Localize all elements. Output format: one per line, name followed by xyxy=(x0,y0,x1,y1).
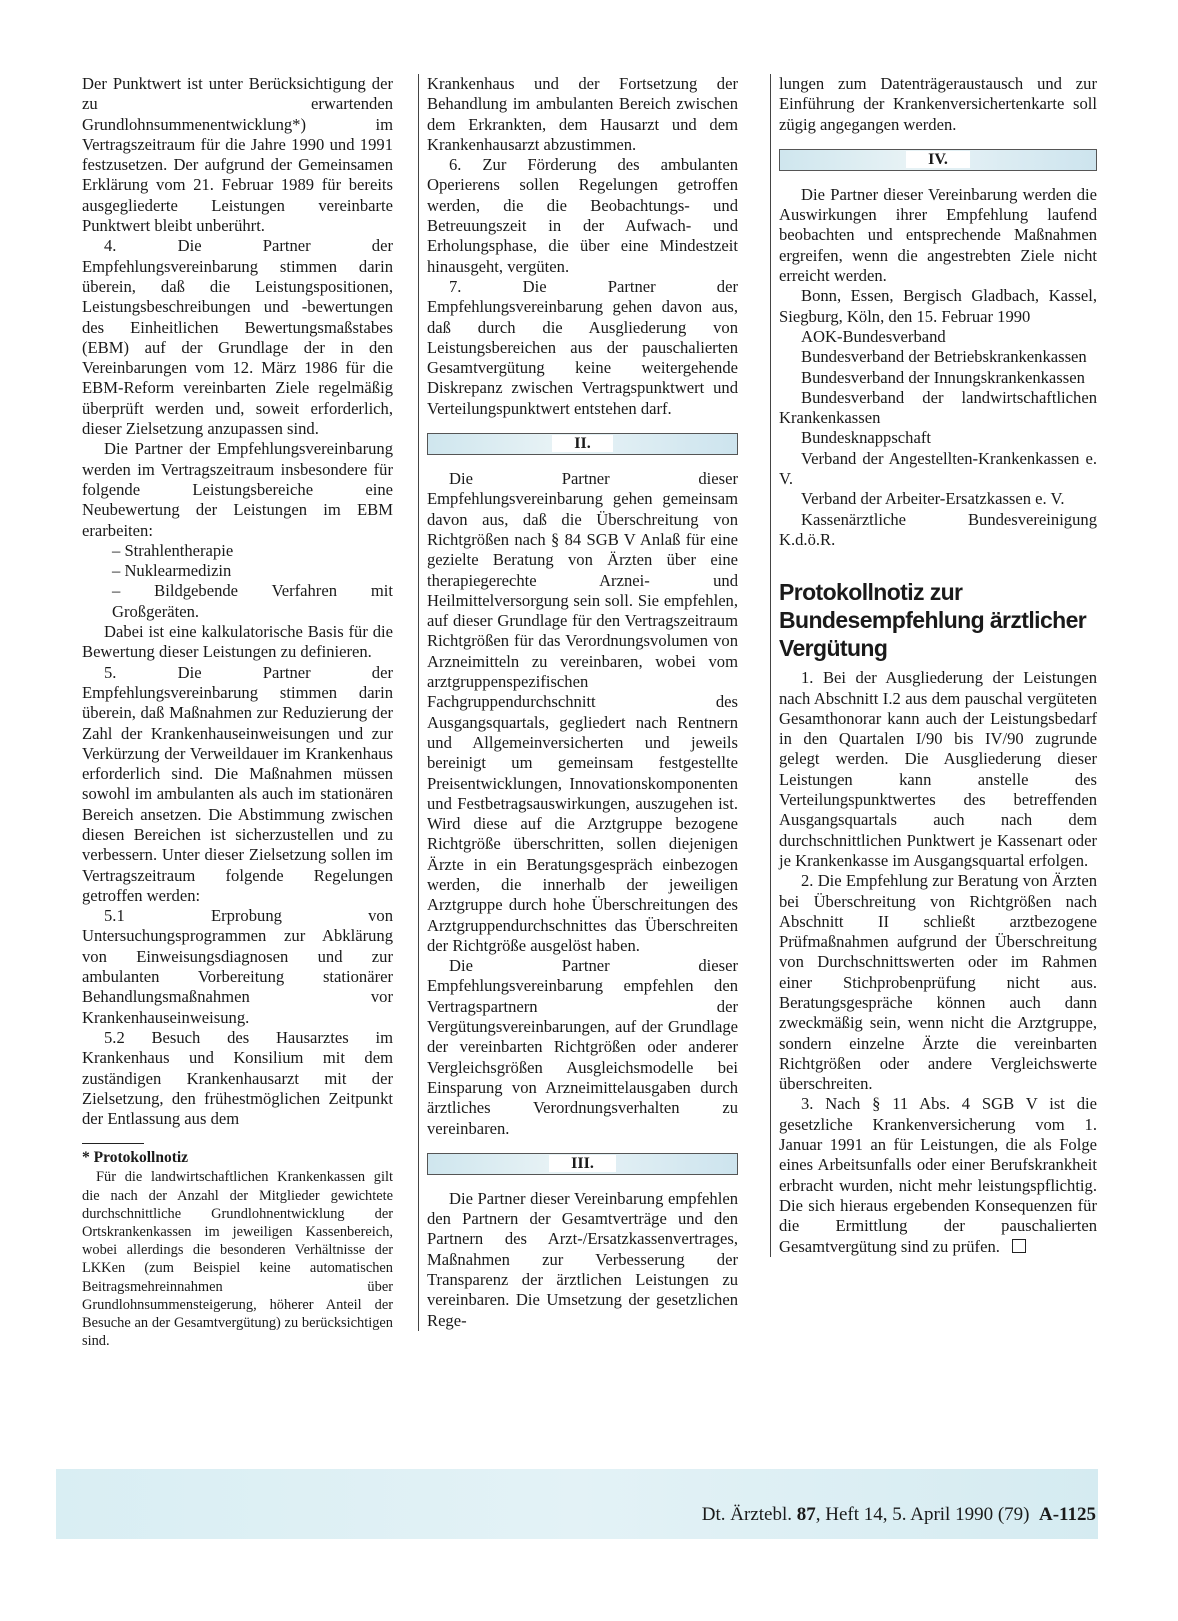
footnote-heading: * Protokollnotiz xyxy=(82,1149,189,1167)
list-item: – Nuklearmedizin xyxy=(112,561,232,581)
section-heading-iii xyxy=(427,1153,738,1175)
list-item: – Bildgebende Verfahren mit Großgeräten. xyxy=(112,581,393,621)
paragraph: 4. Die Partner der Empfehlungsvereinbarung stimmen darin überein, daß die Leistungspositionen, Leistungsbeschreibungen und -bewertungen des Einheitlichen Bewertungsmaßstabes (EBM) auf der Grundlage der in den Vereinbarungen vom 12. März 1986 für die EBM-Reform vereinbarten Ziele regelmäßig überprüft werden und, soweit erforderlich, dieser Zielsetzung anzupassen sind. xyxy=(82,236,393,439)
signatory: AOK-Bundesverband xyxy=(801,326,946,346)
section-heading-ii xyxy=(427,433,738,455)
signatory: Bundesverband der Innungskrankenkassen xyxy=(801,367,1085,387)
footnote-divider xyxy=(82,1143,144,1144)
section-number: III. xyxy=(549,1155,616,1172)
journal-name: Dt. Ärztebl. xyxy=(701,1504,793,1525)
paragraph: Die Partner dieser Empfehlungsvereinbarung gehen gemeinsam davon aus, daß die Überschreitung von Richtgrößen nach § 84 SGB V Anlaß für eine gezielte Beratung von Ärzten über eine therapiegerechte Arznei- und Heilmittelversorgung sein soll. Sie empfehlen, auf dieser Grundlage für den Vertragszeitraum Richtgrößen für das Verordnungsvolumen von Arzneimitteln zu vereinbaren, wobei vom arztgruppenspezifischen Fachgruppendurchschnitt des Ausgangsquartals, gegliedert nach Rentnern und Allgemeinversicherten und jeweils bereinigt um gemeinsam festgestellte Preisentwicklungen, Innovationskomponenten und Festbetragsauswirkungen, auszugehen ist. Wird diese auf die Arztgruppe bezogene Richtgröße überschritten, sollen diejenigen Ärzte in ein Beratungsgespräch einbezogen werden, die innerhalb der jeweiligen Arztgruppe durch hohe Überschreitungen des Arztgruppendurchschnittes das Überschreiten der Richtgröße ausgelöst haben. xyxy=(427,469,738,955)
section-number: II. xyxy=(552,435,612,452)
paragraph: Die Partner dieser Empfehlungsvereinbarung empfehlen den Vertragspartnern der Vergütungsvereinbarungen, auf der Grundlage der vereinbarten Richtgrößen oder anderer Vergleichsgrößen Ausgleichsmodelle bei Einsparung von Arzneimittelausgaben durch ärztliches Verordnungsverhalten zu vereinbaren. xyxy=(427,956,738,1138)
paragraph: Der Punktwert ist unter Berücksichtigung der zu erwartenden Grundlohnsummenentwicklung*) im Vertragszeitraum für die Jahre 1990 und 1991 festzusetzen. Der aufgrund der Gemeinsamen Erklärung vom 21. Februar 1989 für bereits ausgegliederte Leistungen vereinbarte Punktwert bleibt unberührt. xyxy=(82,74,393,236)
paragraph: Die Partner dieser Vereinbarung werden die Auswirkungen ihrer Empfehlung laufend beobachten und entsprechende Maßnahmen ergreifen, wenn die angestrebten Ziele nicht erreicht werden. xyxy=(779,184,1097,286)
signatory: Verband der Angestellten-Krankenkassen e. V. xyxy=(779,448,1097,489)
paragraph: Die Partner der Empfehlungsvereinbarung werden im Vertragszeitraum insbesondere für folgende Leistungsbereiche eine Neubewertung der Leistungen im EBM erarbeiten: xyxy=(82,439,393,540)
paragraph: Dabei ist eine kalkulatorische Basis für die Bewertung dieser Leistungen zu definieren. xyxy=(82,622,393,662)
paragraph: 5.1 Erprobung von Untersuchungsprogrammen zur Abklärung von Einweisungsdiagnosen und zur ambulanten Vorbereitung stationärer Behandlungsmaßnahmen vor Krankenhauseinweisung. xyxy=(82,906,393,1027)
paragraph xyxy=(779,1094,1097,1256)
issue-info: , Heft 14, 5. April 1990 (79) xyxy=(815,1504,1030,1525)
signatory: Verband der Arbeiter-Ersatzkassen e. V. xyxy=(801,489,1065,509)
paragraph: 2. Die Empfehlung zur Beratung von Ärzten bei Überschreitung von Richtgrößen nach Abschnitt II schließt arztbezogene Prüfmaßnahmen aufgrund der Überschreitung von Durchschnittswerten oder im Rahmen einer Stichprobenprüfung nicht aus. Beratungsgespräche können auch dann zweckmäßig sein, wenn nicht die Arztgruppe, sondern einzelne Ärzte die vereinbarten Richtgrößen oder andere Vergleichswerte überschreiten. xyxy=(779,871,1097,1094)
signatory: Bundesverband der landwirtschaftlichen Krankenkassen xyxy=(779,387,1097,428)
footnote-text: Für die landwirtschaftlichen Krankenkassen gilt die nach der Anzahl der Mitglieder gewichtete durchschnittliche Grundlohnentwicklung der Ortskrankenkassen im jeweiligen Kassenbereich, wobei allerdings die besonderen Verhältnisse der LKKen (zum Beispiel keine automatischen Beitragsmehreinnahmen über Grundlohnsummensteigerung, höherer Anteil der Besuche an der Gesamtvergütung) zu berücksichtigen sind. xyxy=(82,1169,393,1350)
footer-citation xyxy=(702,1504,1096,1526)
list-item: – Strahlentherapie xyxy=(112,540,234,560)
column-2 xyxy=(418,74,738,1331)
page-number: A-1125 xyxy=(1039,1504,1096,1525)
section-heading-iv xyxy=(779,149,1097,171)
place-date: Bonn, Essen, Bergisch Gladbach, Kassel, Siegburg, Köln, den 15. Februar 1990 xyxy=(779,286,1097,326)
paragraph: 6. Zur Förderung des ambulanten Operierens sollen Regelungen getroffen werden, die die Beobachtungs- und Betreuungszeit in der Aufwach- und Erholungsphase, die über eine Mindestzeit hinausgeht, vergüten. xyxy=(427,155,738,276)
column-1 xyxy=(82,74,393,1350)
paragraph: Krankenhaus und der Fortsetzung der Behandlung im ambulanten Bereich zwischen dem Erkrankten, dem Hausarzt und dem Krankenhausarzt abzustimmen. xyxy=(427,74,738,154)
signatory: Kassenärztliche Bundesvereinigung K.d.ö.R. xyxy=(779,509,1097,549)
paragraph: 7. Die Partner der Empfehlungsvereinbarung gehen davon aus, daß durch die Ausgliederung von Leistungsbereichen aus der pauschalierten Gesamtvergütung keine weitergehende Diskrepanz zwischen Vertragspunktwert und Verteilungspunktwert entstehen darf. xyxy=(427,276,738,418)
paragraph: 5.2 Besuch des Hausarztes im Krankenhaus und Konsilium mit dem zuständigen Krankenhausarzt mit der Zielsetzung, den frühestmöglichen Zeitpunkt der Entlassung aus dem xyxy=(82,1027,393,1129)
column-3 xyxy=(770,74,1097,1257)
section-title: Protokollnotiz zur Bundesempfehlung ärztlicher Vergütung xyxy=(779,579,1087,662)
paragraph: 5. Die Partner der Empfehlungsvereinbarung stimmen darin überein, daß Maßnahmen zur Reduzierung der Zahl der Krankenhauseinweisungen und zur Verkürzung der Verweildauer im Krankenhaus erforderlich sind. Die Maßnahmen müssen sowohl im ambulanten als auch im stationären Bereich ansetzen. Die Abstimmung zwischen diesen Bereichen ist sicherzustellen und zu verbessern. Unter dieser Zielsetzung sollen im Vertragszeitraum folgende Regelungen getroffen werden: xyxy=(82,662,393,905)
paragraph: Die Partner dieser Vereinbarung empfehlen den Partnern der Gesamtverträge und den Partnern des Arzt-/Ersatzkassenvertrages, Maßnahmen zur Verbesserung der Transparenz der ärztlichen Leistungen zu vereinbaren. Die Umsetzung der gesetzlichen Rege- xyxy=(427,1188,738,1330)
volume-number: 87 xyxy=(796,1504,816,1525)
signatory: Bundesknappschaft xyxy=(801,428,931,448)
signatory: Bundesverband der Betriebskrankenkassen xyxy=(801,347,1087,367)
paragraph: lungen zum Datenträgeraustausch und zur Einführung der Krankenversichertenkarte soll zügig angegangen werden. xyxy=(779,74,1097,134)
end-of-article-icon xyxy=(1012,1239,1026,1253)
section-number: IV. xyxy=(906,151,970,168)
paragraph-text: 3. Nach § 11 Abs. 4 SGB V ist die gesetzliche Krankenversicherung vom 1. Januar 1991 an für Leistungen, die als Folge eines Arbeitsunfalls oder einer Berufskrankheit erbracht wurden, nicht mehr leistungspflichtig. Die sich hieraus ergebenden Konsequenzen für die Ermittlung der pauschalierten Gesamtvergütung sind zu prüfen. xyxy=(779,1094,1097,1256)
paragraph: 1. Bei der Ausgliederung der Leistungen nach Abschnitt I.2 aus dem pauschal vergüteten Gesamthonorar kann auch der Leistungsbedarf in den Quartalen I/90 bis IV/90 zugrunde gelegt werden. Die Ausgliederung dieser Leistungen kann anstelle des Verteilungspunktwertes des betreffenden Ausgangsquartals auch nach dem durchschnittlichen Punktwert je Kassenart oder je Krankenkasse im Ausgangsquartal erfolgen. xyxy=(779,668,1097,870)
